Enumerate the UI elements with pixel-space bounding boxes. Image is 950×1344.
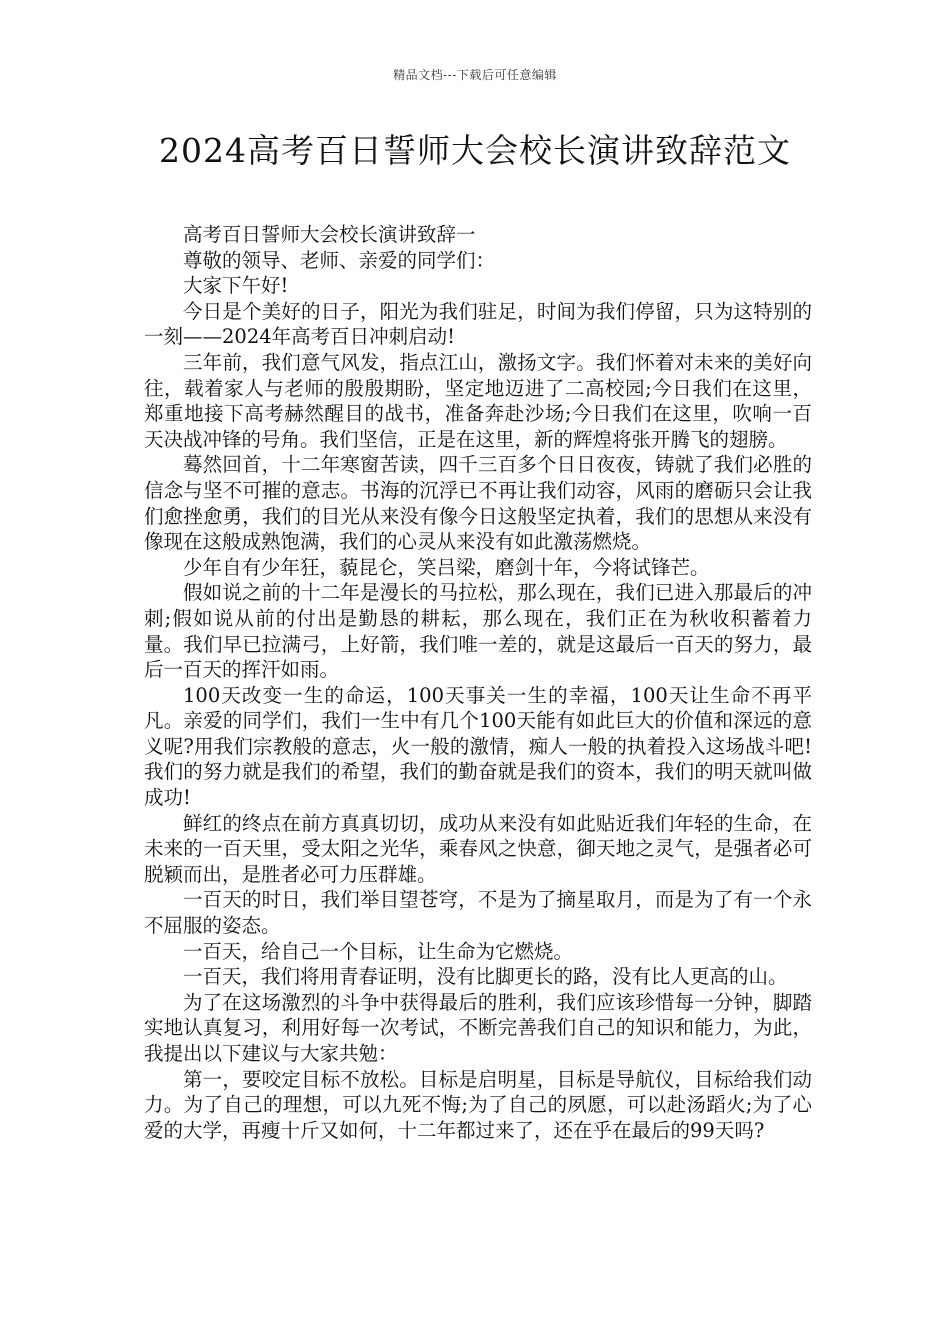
paragraph: 一百天，给自己一个目标，让生命为它燃烧。 xyxy=(183,939,574,963)
paragraph-greeting: 大家下午好! xyxy=(183,274,289,298)
paragraph: 蓦然回首，十二年寒窗苦读，四千三百多个日日夜夜，铸就了我们必胜的信念与坚不可摧的意志。书海的沉浮已不再让我们动容，风雨的磨砺只会让我们愈挫愈勇，我们的目光从来没有像今日这般坚定执着，我们的思想从来没有像现在这般成熟饱满，我们的心灵从来没有如此激荡燃烧。 xyxy=(144,453,812,554)
paragraph: 第一，要咬定目标不放松。目标是启明星，目标是导航仪，目标给我们动力。为了自己的理想，可以九死不悔;为了自己的夙愿，可以赴汤蹈火;为了心爱的大学，再瘦十斤又如何，十二年都过来了，还在乎在最后的99天吗? xyxy=(144,1067,812,1142)
paragraph: 一百天的时日，我们举目望苍穹，不是为了摘星取月，而是为了有一个永不屈服的姿态。 xyxy=(144,888,812,938)
paragraph-salutation: 尊敬的领导、老师、亲爱的同学们： xyxy=(183,248,496,272)
paragraph-subtitle: 高考百日誓师大会校长演讲致辞一 xyxy=(183,223,476,246)
page-header-note: 精品文档---下载后可任意编辑 xyxy=(393,68,557,82)
paragraph: 一百天，我们将用青春证明，没有比脚更长的路，没有比人更高的山。 xyxy=(183,965,788,989)
paragraph: 今日是个美好的日子，阳光为我们驻足，时间为我们停留，只为这特别的一刻——2024年高考百日冲刺启动! xyxy=(144,299,812,349)
paragraph: 鲜红的终点在前方真真切切，成功从来没有如此贴近我们年轻的生命，在未来的一百天里，受太阳之光华，乘春风之快意，御天地之灵气，是强者必可脱颖而出，是胜者必可力压群雄。 xyxy=(144,811,812,886)
paragraph: 三年前，我们意气风发，指点江山，激扬文字。我们怀着对未来的美好向往，载着家人与老师的殷殷期盼，坚定地迈进了二高校园;今日我们在这里，郑重地接下高考赫然醒目的战书，准备奔赴沙场;今日我们在这里，吹响一百天决战冲锋的号角。我们坚信，正是在这里，新的辉煌将张开腾飞的翅膀。 xyxy=(144,350,812,451)
document-body xyxy=(144,222,812,1143)
document-title: 2024高考百日誓师大会校长演讲致辞范文 xyxy=(159,131,791,170)
paragraph: 为了在这场激烈的斗争中获得最后的胜利，我们应该珍惜每一分钟，脚踏实地认真复习，利用好每一次考试，不断完善我们自己的知识和能力，为此，我提出以下建议与大家共勉： xyxy=(144,990,812,1065)
paragraph: 少年自有少年狂，藐昆仑，笑吕梁，磨剑十年，今将试锋芒。 xyxy=(183,555,710,579)
paragraph: 100天改变一生的命运，100天事关一生的幸福，100天让生命不再平凡。亲爱的同学们，我们一生中有几个100天能有如此巨大的价值和深远的意义呢?用我们宗教般的意志，火一般的激情，痴人一般的执着投入这场战斗吧!我们的努力就是我们的希望，我们的勤奋就是我们的资本，我们的明天就叫做成功! xyxy=(144,683,812,810)
paragraph: 假如说之前的十二年是漫长的马拉松，那么现在，我们已进入那最后的冲刺;假如说从前的付出是勤恳的耕耘，那么现在，我们正在为秋收积蓄着力量。我们早已拉满弓，上好箭，我们唯一差的，就是这最后一百天的努力，最后一百天的挥汗如雨。 xyxy=(144,581,812,682)
